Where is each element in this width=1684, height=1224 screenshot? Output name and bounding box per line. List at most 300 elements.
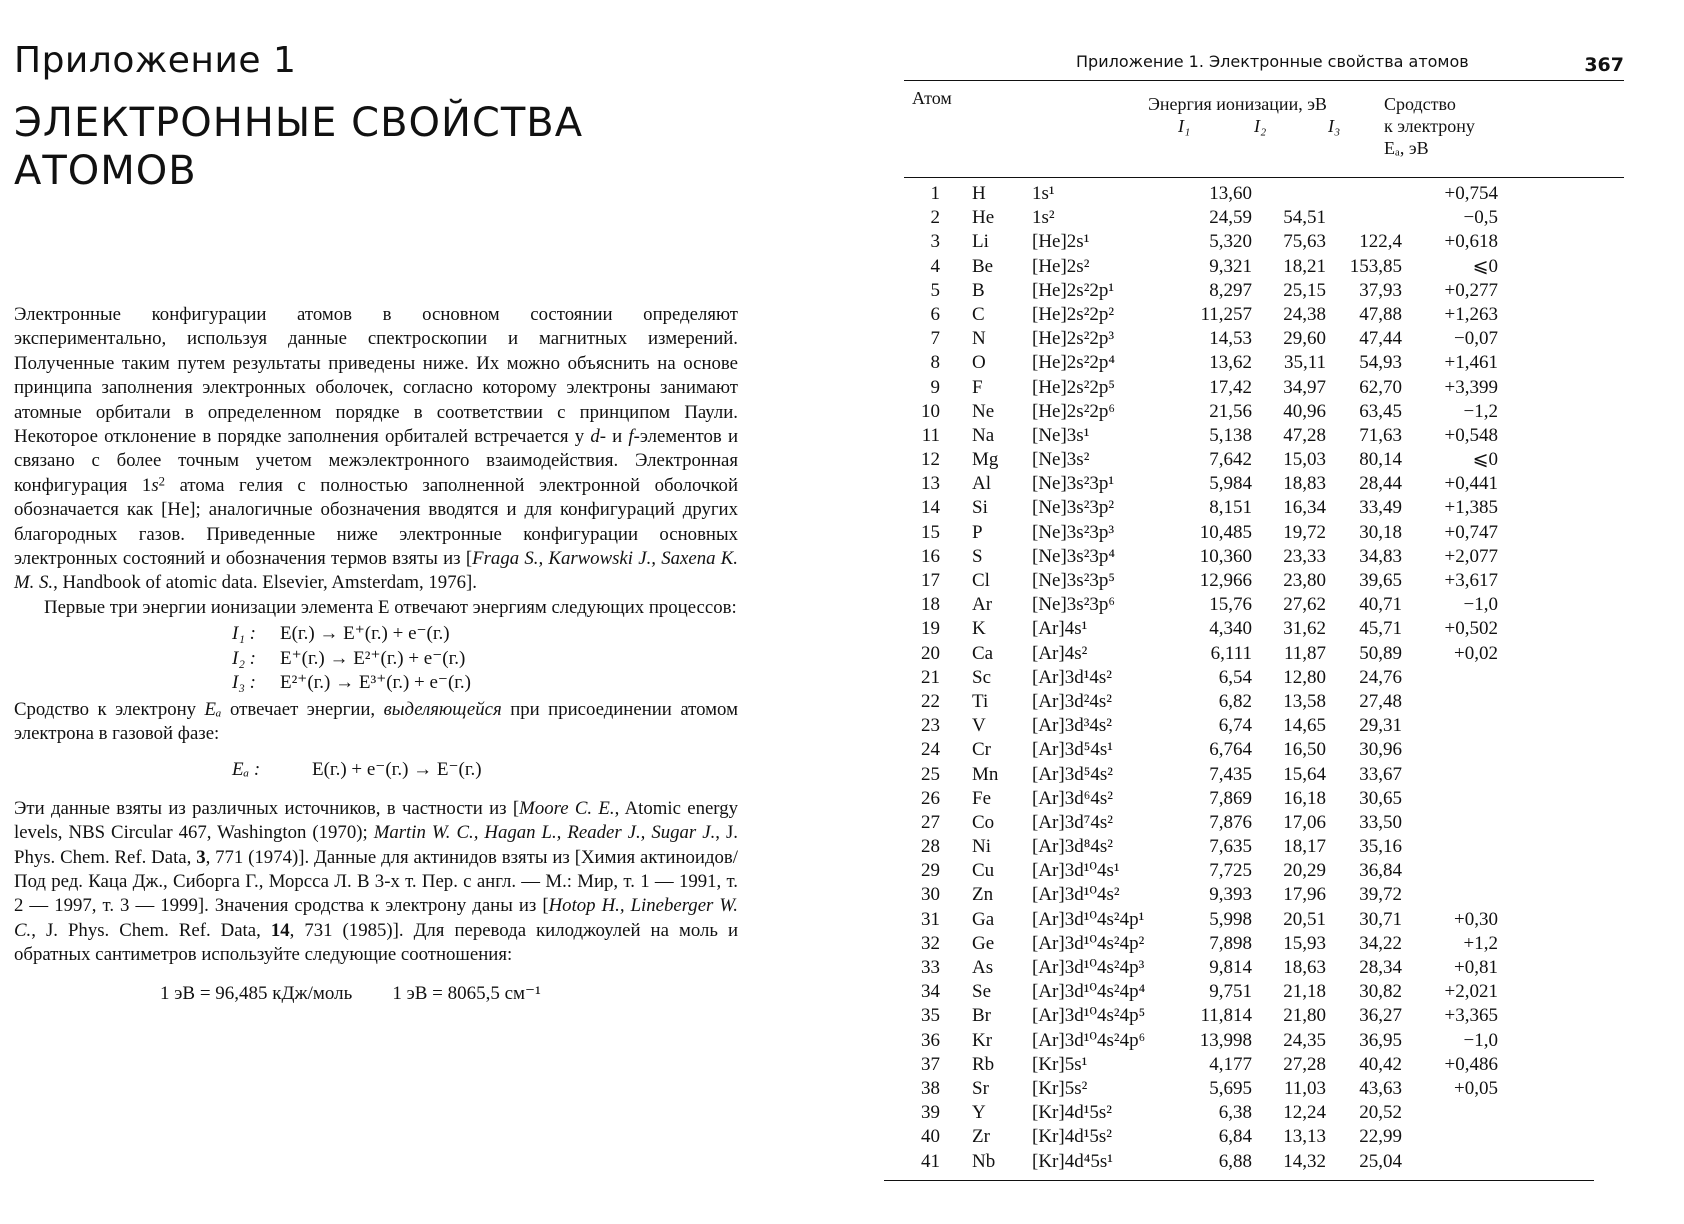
ionization-energy-1: 17,42	[1209, 376, 1252, 398]
electron-affinity: +3,617	[1444, 570, 1498, 591]
ionization-energy-1: 11,814	[1200, 1005, 1252, 1027]
ionization-energy-1: 9,751	[1209, 981, 1252, 1003]
ionization-energy-2: 40,96	[1283, 400, 1326, 422]
table-row	[904, 303, 1624, 327]
equation-i3: I₃ : E²⁺(г.) → E³⁺(г.) + e⁻(г.)	[232, 672, 472, 694]
atomic-number: 15	[921, 521, 940, 543]
table-row	[904, 714, 1624, 738]
electron-affinity: −1,2	[1463, 400, 1498, 422]
ionization-energy-3: 39,65	[1359, 570, 1402, 591]
ionization-energy-1: 10,485	[1199, 521, 1252, 543]
ionization-energy-3: 47,44	[1359, 328, 1402, 350]
electron-configuration: [Ar]3d⁸4s²	[1032, 836, 1113, 858]
electron-configuration: [He]2s²2p⁶	[1032, 400, 1116, 422]
electron-configuration: [He]2s²2p⁵	[1032, 376, 1116, 398]
electron-affinity: +1,2	[1463, 932, 1498, 954]
atomic-number: 13	[921, 473, 940, 495]
conversion-cm: 1 эВ = 8065,5 см⁻¹	[392, 982, 541, 1004]
ionization-energy-2: 13,13	[1283, 1126, 1326, 1148]
ionization-energy-3: 30,18	[1359, 521, 1402, 543]
element-symbol: Kr	[972, 1029, 993, 1051]
electron-configuration: [Kr]4d¹5s²	[1032, 1102, 1112, 1124]
ionization-energy-1: 5,695	[1209, 1077, 1252, 1099]
electron-configuration: [Ne]3s²3p⁴	[1032, 545, 1116, 567]
ionization-energy-3: 45,71	[1359, 618, 1402, 640]
atomic-number: 32	[921, 932, 940, 954]
electron-affinity: +0,754	[1444, 183, 1498, 204]
ionization-energy-3: 30,96	[1359, 739, 1402, 761]
electron-configuration: [He]2s²2p³	[1032, 328, 1115, 350]
ionization-energy-3: 35,16	[1359, 836, 1402, 858]
atomic-number: 35	[921, 1005, 940, 1027]
ionization-energy-2: 27,28	[1283, 1053, 1326, 1075]
ionization-energy-3: 63,45	[1359, 400, 1402, 422]
ionization-energy-2: 15,93	[1283, 932, 1326, 954]
electron-affinity: +0,747	[1444, 521, 1498, 543]
ionization-energy-3: 39,72	[1359, 884, 1402, 906]
electron-configuration: [Kr]4d¹5s²	[1032, 1126, 1112, 1148]
ionization-energy-2: 35,11	[1283, 352, 1326, 374]
element-symbol: Al	[972, 473, 991, 495]
ionization-energy-2: 20,29	[1283, 860, 1326, 882]
paragraph-affinity: Сродство к электрону Eₐ отвечает энергии, выделяющейся при присоединении атомом электрона в газовой фазе:	[14, 698, 738, 744]
right-page	[884, 46, 1624, 1181]
table-row	[904, 400, 1624, 424]
ionization-energy-2: 14,65	[1283, 715, 1326, 737]
table-row	[904, 666, 1624, 690]
element-symbol: P	[972, 521, 983, 543]
electron-configuration: [Kr]5s²	[1032, 1077, 1088, 1099]
electron-affinity: +2,021	[1444, 981, 1498, 1003]
electron-configuration: [Ar]3d²4s²	[1032, 690, 1112, 712]
atomic-number: 9	[930, 376, 940, 398]
electron-configuration: [Ar]3d¹⁰4s²4p⁴	[1032, 981, 1146, 1003]
ionization-energy-3: 37,93	[1359, 279, 1402, 301]
ionization-energy-3: 30,82	[1359, 981, 1402, 1003]
paragraph-configurations: Электронные конфигурации атомов в основном состоянии определяют экспериментально, используя данные спектроскопии и магнитных измерений. Полученные таким путем результаты приведены ниже. Их можно объяснить на основе принципа заполнения электронных оболочек, согласно которому электроны занимают атомные орбитали в определенном порядке в соответствии с принципом Паули. Некоторое отклонение в порядке заполнения орбиталей встречается у d- и f-элементов и связано с более точным учетом межэлектронного взаимодействия. Электронная конфигурация $1s^2$ атома гелия с полностью заполненной электронной оболочкой обозначается как [He]; аналогичные обозначения вводятся и для конфигураций других благородных газов. Приведенные ниже электронные конфигурации основных электронных состояний и обозначения термов взяты из [Fraga S., Karwowski J., Saxena K. M. S., Handbook of atomic data. Elsevier, Amsterdam, 1976].	[14, 304, 739, 594]
ionization-energy-1: 6,38	[1218, 1102, 1252, 1124]
electron-configuration: [Ar]3d¹⁰4s²4p³	[1032, 957, 1145, 978]
element-symbol: Nb	[972, 1150, 996, 1172]
ionization-energy-3: 29,31	[1359, 715, 1402, 737]
table-row	[904, 448, 1624, 472]
ionization-energy-2: 15,64	[1283, 763, 1326, 785]
electron-configuration: [He]2s²2p¹	[1032, 279, 1115, 301]
ionization-energy-1: 9,814	[1209, 957, 1252, 978]
ionization-energy-1: 7,725	[1209, 860, 1252, 882]
table-row	[904, 908, 1624, 932]
ionization-energy-3: 30,71	[1359, 908, 1402, 930]
table-row	[904, 521, 1624, 545]
electron-affinity: +1,263	[1444, 303, 1498, 325]
ionization-energy-3: 153,85	[1349, 255, 1402, 277]
chapter-title-line2: АТОМОВ	[14, 148, 197, 194]
element-symbol: Si	[972, 497, 988, 519]
electron-configuration: [Kr]4d⁴5s¹	[1032, 1150, 1113, 1172]
atomic-number: 39	[921, 1102, 940, 1124]
electron-configuration: [Ar]3d¹⁰4s²4p⁶	[1032, 1029, 1146, 1051]
ionization-energy-3: 28,44	[1359, 473, 1402, 495]
table-row	[904, 1125, 1624, 1149]
ionization-energy-3: 33,49	[1359, 497, 1402, 519]
element-symbol: Ca	[972, 642, 994, 664]
element-symbol: Li	[972, 231, 989, 253]
ionization-energy-3: 36,95	[1359, 1029, 1402, 1051]
ionization-energy-3: 34,22	[1359, 932, 1402, 954]
table-row	[904, 206, 1624, 230]
electron-configuration: 1s²	[1032, 207, 1055, 229]
table-row	[904, 230, 1624, 254]
electron-configuration: [Ar]3d¹⁰4s¹	[1032, 860, 1120, 882]
ionization-energy-2: 18,21	[1283, 255, 1326, 277]
table-body	[904, 178, 1624, 1174]
element-symbol: S	[972, 545, 983, 567]
chapter-title	[14, 99, 738, 195]
ionization-energy-1: 6,88	[1218, 1150, 1252, 1172]
atomic-number: 11	[921, 424, 940, 446]
ionization-energy-3: 30,65	[1359, 787, 1402, 809]
electron-affinity: +0,618	[1444, 231, 1498, 253]
atomic-number: 14	[921, 497, 940, 519]
table-row	[904, 279, 1624, 303]
atomic-number: 5	[930, 279, 940, 301]
ionization-energy-2: 21,18	[1283, 981, 1326, 1003]
ionization-energy-2: 25,15	[1283, 279, 1326, 301]
equation-i2: I₂ : E⁺(г.) → E²⁺(г.) + e⁻(г.)	[232, 647, 466, 669]
table-row	[904, 255, 1624, 279]
ionization-energy-2: 34,97	[1283, 376, 1326, 398]
electron-configuration: [He]2s¹	[1032, 231, 1090, 253]
electron-configuration: [Ne]3s²3p⁶	[1032, 594, 1116, 616]
table-row	[904, 883, 1624, 907]
atomic-number: 8	[930, 352, 940, 374]
ionization-energy-2: 11,03	[1283, 1077, 1326, 1099]
element-symbol: Na	[972, 424, 995, 446]
electron-configuration: [Kr]5s¹	[1032, 1053, 1088, 1075]
ionization-energy-1: 7,876	[1209, 811, 1252, 833]
ionization-energy-2: 27,62	[1283, 594, 1326, 616]
electron-configuration: [He]2s²2p²	[1032, 303, 1115, 325]
ionization-energy-1: 14,53	[1209, 328, 1252, 350]
table-row	[904, 376, 1624, 400]
table-row	[904, 593, 1624, 617]
element-symbol: Y	[972, 1102, 986, 1124]
atomic-number: 29	[921, 860, 940, 882]
ionization-energy-2: 23,33	[1283, 545, 1326, 567]
ionization-energy-1: 5,998	[1209, 908, 1252, 930]
table-row	[904, 1101, 1624, 1125]
electron-affinity: +1,461	[1444, 352, 1498, 374]
electron-affinity: +3,399	[1444, 376, 1498, 398]
table-row	[904, 327, 1624, 351]
ionization-energy-2: 14,32	[1283, 1150, 1326, 1172]
table-row	[904, 811, 1624, 835]
ionization-energy-1: 13,998	[1199, 1029, 1252, 1051]
ionization-energy-3: 43,63	[1359, 1077, 1402, 1099]
ionization-energy-2: 18,83	[1283, 473, 1326, 495]
left-page	[14, 30, 738, 1006]
electron-configuration: [Ar]3d³4s²	[1032, 715, 1112, 737]
electron-affinity: +0,441	[1444, 473, 1498, 495]
running-header	[884, 46, 1624, 80]
electron-affinity: +0,81	[1454, 957, 1498, 978]
element-symbol: He	[972, 207, 995, 229]
element-symbol: Mn	[972, 763, 999, 785]
electron-configuration: [Ar]3d¹⁰4s²	[1032, 884, 1120, 906]
element-symbol: Fe	[972, 787, 991, 809]
atomic-number: 24	[921, 739, 940, 761]
element-symbol: Ga	[972, 908, 995, 930]
element-symbol: Sc	[972, 666, 991, 688]
electron-configuration: [Ar]4s²	[1032, 642, 1088, 664]
atomic-number: 21	[921, 666, 940, 688]
ionization-energy-1: 7,642	[1209, 449, 1252, 471]
element-symbol: Sr	[972, 1077, 989, 1099]
atomic-number: 3	[930, 231, 940, 253]
ionization-energy-1: 10,360	[1199, 545, 1252, 567]
table-row	[904, 738, 1624, 762]
electron-affinity: ⩽0	[1472, 449, 1498, 471]
electron-configuration: [He]2s²2p⁴	[1032, 352, 1116, 374]
atomic-number: 40	[921, 1126, 940, 1148]
conversion-kj: 1 эВ = 96,485 кДж/моль	[160, 982, 353, 1004]
electron-affinity: −0,07	[1454, 328, 1498, 350]
paragraph-sources: Эти данные взяты из различных источников, в частности из [Moore C. E., Atomic energy levels, NBS Circular 467, Washington (1970); Martin W. C., Hagan L., Reader J., Sugar J., J. Phys. Chem. Ref. Data, 3, 771 (1974)]. Данные для актинидов взяты из [Химия актиноидов/ Под ред. Каца Дж., Сиборга Г., Морсса Л. В 3-х т. Пер. с англ. — М.: Мир, т. 1 — 1991, т. 2 — 1997, т. 3 — 1999]. Значения сродства к электрону даны из [Hotop H., Lineberger W. C., J. Phys. Chem. Ref. Data, 14, 731 (1985)]. Для перевода килоджоулей на моль и обратных сантиметров используйте следующие соотношения:	[14, 797, 739, 966]
table-row	[904, 787, 1624, 811]
ionization-energy-1: 9,321	[1209, 255, 1252, 277]
ionization-energy-1: 7,869	[1209, 787, 1252, 809]
element-symbol: Zr	[972, 1126, 990, 1148]
ionization-energy-2: 24,38	[1283, 303, 1326, 325]
element-symbol: B	[972, 279, 985, 301]
ionization-energy-3: 27,48	[1359, 690, 1402, 712]
ionization-energy-2: 21,80	[1283, 1005, 1326, 1027]
ionization-energy-3: 33,67	[1359, 763, 1402, 785]
atomic-number: 1	[930, 183, 940, 204]
table-row	[904, 545, 1624, 569]
ionization-energy-2: 31,62	[1283, 618, 1326, 640]
ionization-energy-2: 16,50	[1283, 739, 1326, 761]
ionization-energy-2: 15,03	[1283, 449, 1326, 471]
element-symbol: Ar	[972, 594, 993, 616]
electron-affinity: +3,365	[1444, 1005, 1498, 1027]
electron-configuration: [Ar]3d¹⁰4s²4p¹	[1032, 908, 1145, 930]
ionization-energy-2: 20,51	[1283, 908, 1326, 930]
ionization-energy-1: 8,151	[1209, 497, 1252, 519]
element-symbol: Br	[972, 1005, 991, 1027]
atomic-number: 18	[921, 594, 940, 616]
atom-properties-table	[904, 81, 1624, 1174]
atomic-number: 6	[930, 303, 940, 325]
atomic-number: 17	[921, 570, 940, 591]
ionization-energy-2: 16,34	[1283, 497, 1326, 519]
ionization-energy-2: 11,87	[1283, 642, 1326, 664]
ionization-energy-2: 13,58	[1283, 690, 1326, 712]
ionization-energy-3: 40,42	[1359, 1053, 1402, 1075]
ionization-energy-1: 6,84	[1218, 1126, 1252, 1148]
atomic-number: 16	[921, 545, 940, 567]
atomic-number: 37	[921, 1053, 940, 1075]
table-row	[904, 472, 1624, 496]
ionization-energy-3: 36,27	[1359, 1005, 1402, 1027]
ionization-energy-2: 12,80	[1283, 666, 1326, 688]
table-row	[904, 496, 1624, 520]
atomic-number: 19	[921, 618, 940, 640]
atomic-number: 38	[921, 1077, 940, 1099]
element-symbol: Ni	[972, 836, 991, 858]
header-i1: I₁	[1178, 116, 1191, 136]
ionization-energy-3: 40,71	[1359, 594, 1402, 616]
electron-affinity: +0,277	[1444, 279, 1498, 301]
atomic-number: 28	[921, 836, 940, 858]
table-row	[904, 980, 1624, 1004]
element-symbol: Mg	[972, 449, 999, 471]
electron-affinity: +0,486	[1444, 1053, 1498, 1075]
ionization-energy-3: 20,52	[1359, 1102, 1402, 1124]
table-row	[904, 835, 1624, 859]
atomic-number: 33	[921, 957, 940, 978]
header-ionization-energy: Энергия ионизации, эВ	[1148, 94, 1327, 114]
ionization-energy-1: 21,56	[1209, 400, 1252, 422]
running-title: Приложение 1. Электронные свойства атомов	[1076, 52, 1469, 71]
header-affinity-line2: к электрону	[1384, 116, 1475, 136]
ionization-energy-1: 8,297	[1209, 279, 1252, 301]
table-row	[904, 617, 1624, 641]
ionization-energy-1: 7,898	[1209, 932, 1252, 954]
table-row	[904, 1077, 1624, 1101]
atomic-number: 22	[921, 690, 940, 712]
electron-affinity: −1,0	[1463, 1029, 1498, 1051]
element-symbol: Ne	[972, 400, 995, 422]
ionization-energy-3: 25,04	[1359, 1150, 1402, 1172]
electron-affinity: +0,548	[1444, 424, 1498, 446]
element-symbol: Rb	[972, 1053, 995, 1075]
header-atom: Атом	[912, 88, 952, 108]
table-row	[904, 1053, 1624, 1077]
electron-affinity: −1,0	[1463, 594, 1498, 616]
ionization-energy-2: 12,24	[1283, 1102, 1326, 1124]
ionization-energy-3: 50,89	[1359, 642, 1402, 664]
ionization-energy-3: 54,93	[1359, 352, 1402, 374]
header-affinity-line1: Сродство	[1384, 94, 1456, 114]
atomic-number: 26	[921, 787, 940, 809]
element-symbol: N	[972, 328, 986, 350]
electron-configuration: [Ar]4s¹	[1032, 618, 1088, 640]
table-row	[904, 690, 1624, 714]
ionization-energy-2: 54,51	[1283, 207, 1326, 229]
electron-configuration: [He]2s²	[1032, 255, 1090, 277]
atomic-number: 4	[930, 255, 940, 277]
table-row	[904, 424, 1624, 448]
ionization-energy-1: 6,764	[1209, 739, 1252, 761]
atomic-number: 27	[921, 811, 940, 833]
ionization-energy-1: 6,82	[1218, 690, 1252, 712]
element-symbol: Cu	[972, 860, 995, 882]
electron-configuration: [Ar]3d¹4s²	[1032, 666, 1112, 688]
electron-affinity: ⩽0	[1472, 255, 1498, 277]
element-symbol: Se	[972, 981, 991, 1003]
ionization-energy-1: 6,54	[1218, 666, 1252, 688]
element-symbol: K	[972, 618, 986, 640]
equation-i1: I₁ : E(г.) → E⁺(г.) + e⁻(г.)	[232, 623, 450, 645]
table-row	[904, 569, 1624, 593]
atomic-number: 12	[921, 449, 940, 471]
atomic-number: 20	[921, 642, 940, 664]
ionization-energy-3: 122,4	[1359, 231, 1402, 253]
header-affinity-line3: Eₐ, эВ	[1384, 138, 1429, 158]
ionization-energy-3: 71,63	[1359, 424, 1402, 446]
electron-affinity: +1,385	[1444, 497, 1498, 519]
ionization-energy-2: 19,72	[1283, 521, 1326, 543]
header-i3: I₃	[1328, 116, 1341, 136]
table-row	[904, 642, 1624, 666]
atomic-number: 41	[921, 1150, 940, 1172]
electron-affinity: +0,05	[1454, 1077, 1498, 1099]
intro-text	[14, 303, 738, 1006]
equation-affinity: Eₐ : E(г.) + e⁻(г.) → E⁻(г.)	[232, 759, 482, 781]
ionization-energy-3: 62,70	[1359, 376, 1402, 398]
electron-configuration: [Ar]3d⁷4s²	[1032, 811, 1113, 833]
electron-configuration: [Ne]3s²3p⁵	[1032, 570, 1116, 591]
element-symbol: Cl	[972, 570, 990, 591]
ionization-energy-1: 5,138	[1209, 424, 1252, 446]
ionization-energy-3: 47,88	[1359, 303, 1402, 325]
element-symbol: Ge	[972, 932, 995, 954]
ionization-energy-3: 24,76	[1359, 666, 1402, 688]
electron-affinity: −0,5	[1463, 207, 1498, 229]
table-row	[904, 763, 1624, 787]
table-row	[904, 351, 1624, 375]
element-symbol: Zn	[972, 884, 994, 906]
ionization-energy-3: 34,83	[1359, 545, 1402, 567]
header-i2: I₂	[1254, 116, 1267, 136]
table-header	[904, 81, 1624, 177]
electron-configuration: [Ar]3d¹⁰4s²4p⁵	[1032, 1005, 1146, 1027]
table-row	[904, 859, 1624, 883]
electron-configuration: [Ar]3d⁵4s²	[1032, 763, 1113, 785]
atomic-number: 30	[921, 884, 940, 906]
ionization-energy-2: 17,96	[1283, 884, 1326, 906]
ionization-energy-1: 6,74	[1218, 715, 1252, 737]
ionization-energy-2: 47,28	[1283, 424, 1326, 446]
electron-configuration: [Ne]3s²3p¹	[1032, 473, 1115, 495]
ionization-energy-1: 13,60	[1209, 183, 1252, 204]
ionization-energy-1: 5,984	[1209, 473, 1252, 495]
atomic-number: 34	[921, 981, 940, 1003]
ionization-energy-2: 16,18	[1283, 787, 1326, 809]
element-symbol: Be	[972, 255, 994, 277]
ionization-energy-3: 22,99	[1359, 1126, 1402, 1148]
page-number: 367	[1584, 54, 1624, 76]
electron-configuration: 1s¹	[1032, 183, 1055, 204]
ionization-energy-2: 18,17	[1283, 836, 1326, 858]
atomic-number: 23	[921, 715, 940, 737]
electron-affinity: +2,077	[1444, 545, 1498, 567]
ionization-energy-1: 7,635	[1209, 836, 1252, 858]
electron-configuration: [Ne]3s²3p²	[1032, 497, 1115, 519]
electron-affinity: +0,502	[1444, 618, 1498, 640]
ionization-energy-3: 28,34	[1359, 957, 1402, 978]
atomic-number: 36	[921, 1029, 940, 1051]
ionization-energy-3: 33,50	[1359, 811, 1402, 833]
table-row	[904, 182, 1624, 206]
element-symbol: F	[972, 376, 983, 398]
element-symbol: Cr	[972, 739, 991, 761]
ionization-energy-1: 11,257	[1200, 303, 1252, 325]
chapter-title-line1: ЭЛЕКТРОННЫЕ СВОЙСТВА	[14, 100, 584, 146]
conversion-factors	[14, 982, 738, 1006]
ionization-energy-1: 4,340	[1209, 618, 1252, 640]
